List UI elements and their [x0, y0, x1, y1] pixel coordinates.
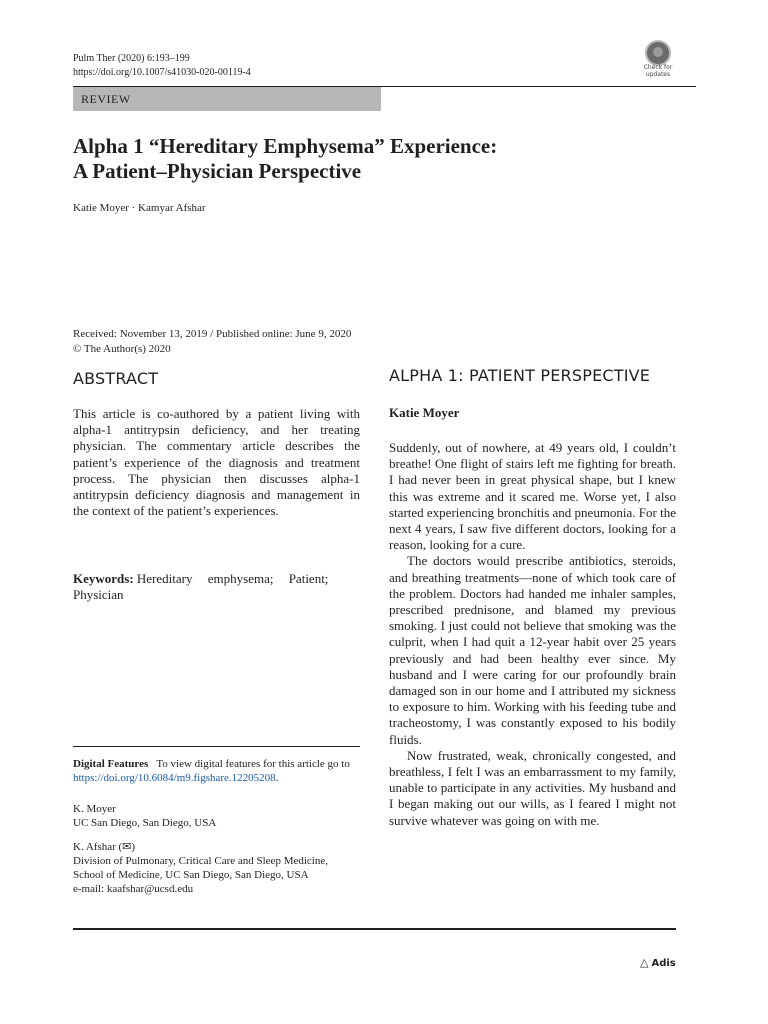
journal-citation — [73, 52, 251, 80]
badge-label: Check for updates — [643, 64, 673, 78]
journal-line: Pulm Ther (2020) 6:193–199 — [73, 53, 190, 64]
check-for-updates-badge[interactable] — [639, 40, 677, 78]
affiliation-institution: Division of Pulmonary, Critical Care and Sleep Medicine, School of Medicine, UC San Diego, San Diego, USA — [73, 855, 328, 881]
section-label: REVIEW — [81, 92, 131, 106]
patient-perspective-body — [389, 440, 676, 829]
digital-features-label: Digital Features — [73, 758, 149, 770]
keywords-text: Hereditary emphysema; Patient; Physician — [73, 571, 329, 603]
affiliation-moyer — [73, 802, 360, 830]
check-for-updates-icon — [645, 40, 671, 66]
keywords — [73, 571, 360, 603]
paragraph-1: Suddenly, out of nowhere, at 49 years old, I couldn’t breathe! One flight of stairs left me fighting for breath. I had never been in great physical shape, but I knew this was extreme and it scared me. Worse yet, I also started experiencing bronchitis and pneumonia. For the next 4 years, I saw five different doctors, looking for a reason, looking for a cure. — [389, 440, 677, 553]
affiliation-name: K. Afshar (✉) — [73, 841, 136, 853]
abstract-text: This article is co-authored by a patient living with alpha-1 antitrypsin deficiency, and her treating physician. The commentary article describes the patient’s experience of the diagnosis and treatment process. The physician then discusses alpha-1 antitrypsin deficiency diagnosis and management in the context of the patient’s experiences. — [73, 406, 360, 519]
paragraph-2: The doctors would prescribe antibiotics, steroids, and breathing treatments—none of which took care of the problem. Doctors had handed me inhaler samples, prescribed prednisone, and blamed my previous smoking. I just could not believe that smoking was the culprit, when I had quit a 12-year habit over 25 years previously and had been healthy ever since. My husband and I were caring for our profoundly brain damaged son in our home and I attributed my sickness to exposure to him. Working with his feeding tube and tracheostomy, I was constantly exposed to his bodily fluids. — [389, 553, 676, 747]
section-author: Katie Moyer — [389, 405, 460, 420]
copyright-line: © The Author(s) 2020 — [73, 343, 171, 355]
footer-rule — [73, 928, 676, 930]
publication-dates — [73, 327, 351, 357]
patient-perspective-section — [389, 366, 676, 385]
paragraph-3: Now frustrated, weak, chronically congested, and breathless, I felt I was an embarrassment to my family, unable to participate in any activities. My husband and I began making out our wills, as I feared I might not survive whatever was going on with me. — [389, 747, 676, 828]
section-label-bar — [73, 87, 381, 111]
publisher-logo — [640, 956, 676, 969]
adis-triangle-icon: △ — [640, 956, 649, 969]
publisher-name: Adis — [651, 958, 676, 969]
digital-features-text: To view digital features for this article go to — [156, 758, 350, 770]
affiliation-institution: UC San Diego, San Diego, USA — [73, 817, 217, 829]
abstract-heading: ABSTRACT — [73, 369, 159, 388]
article-title: Alpha 1 “Hereditary Emphysema” Experience: A Patient–Physician Perspective — [73, 134, 498, 183]
affiliation-name: K. Moyer — [73, 803, 116, 815]
affiliation-afshar — [73, 840, 360, 896]
keywords-label: Keywords: — [73, 571, 134, 586]
received-line: Received: November 13, 2019 / Published online: June 9, 2020 — [73, 328, 352, 340]
digital-features-note: Digital Features To view digital features for this article go to https://doi.org/10.6084/m9.figshare.12205208. — [73, 758, 350, 784]
author-list: Katie Moyer · Kamyar Afshar — [73, 202, 206, 214]
affiliation-email[interactable]: e-mail: kaafshar@ucsd.edu — [73, 883, 194, 895]
abstract-section — [73, 369, 360, 388]
doi-line[interactable]: https://doi.org/10.1007/s41030-020-00119-4 — [73, 67, 251, 78]
footnote-rule — [73, 746, 360, 747]
patient-perspective-heading: ALPHA 1: PATIENT PERSPECTIVE — [389, 366, 651, 385]
figshare-link[interactable]: https://doi.org/10.6084/m9.figshare.12205208 — [73, 772, 276, 784]
